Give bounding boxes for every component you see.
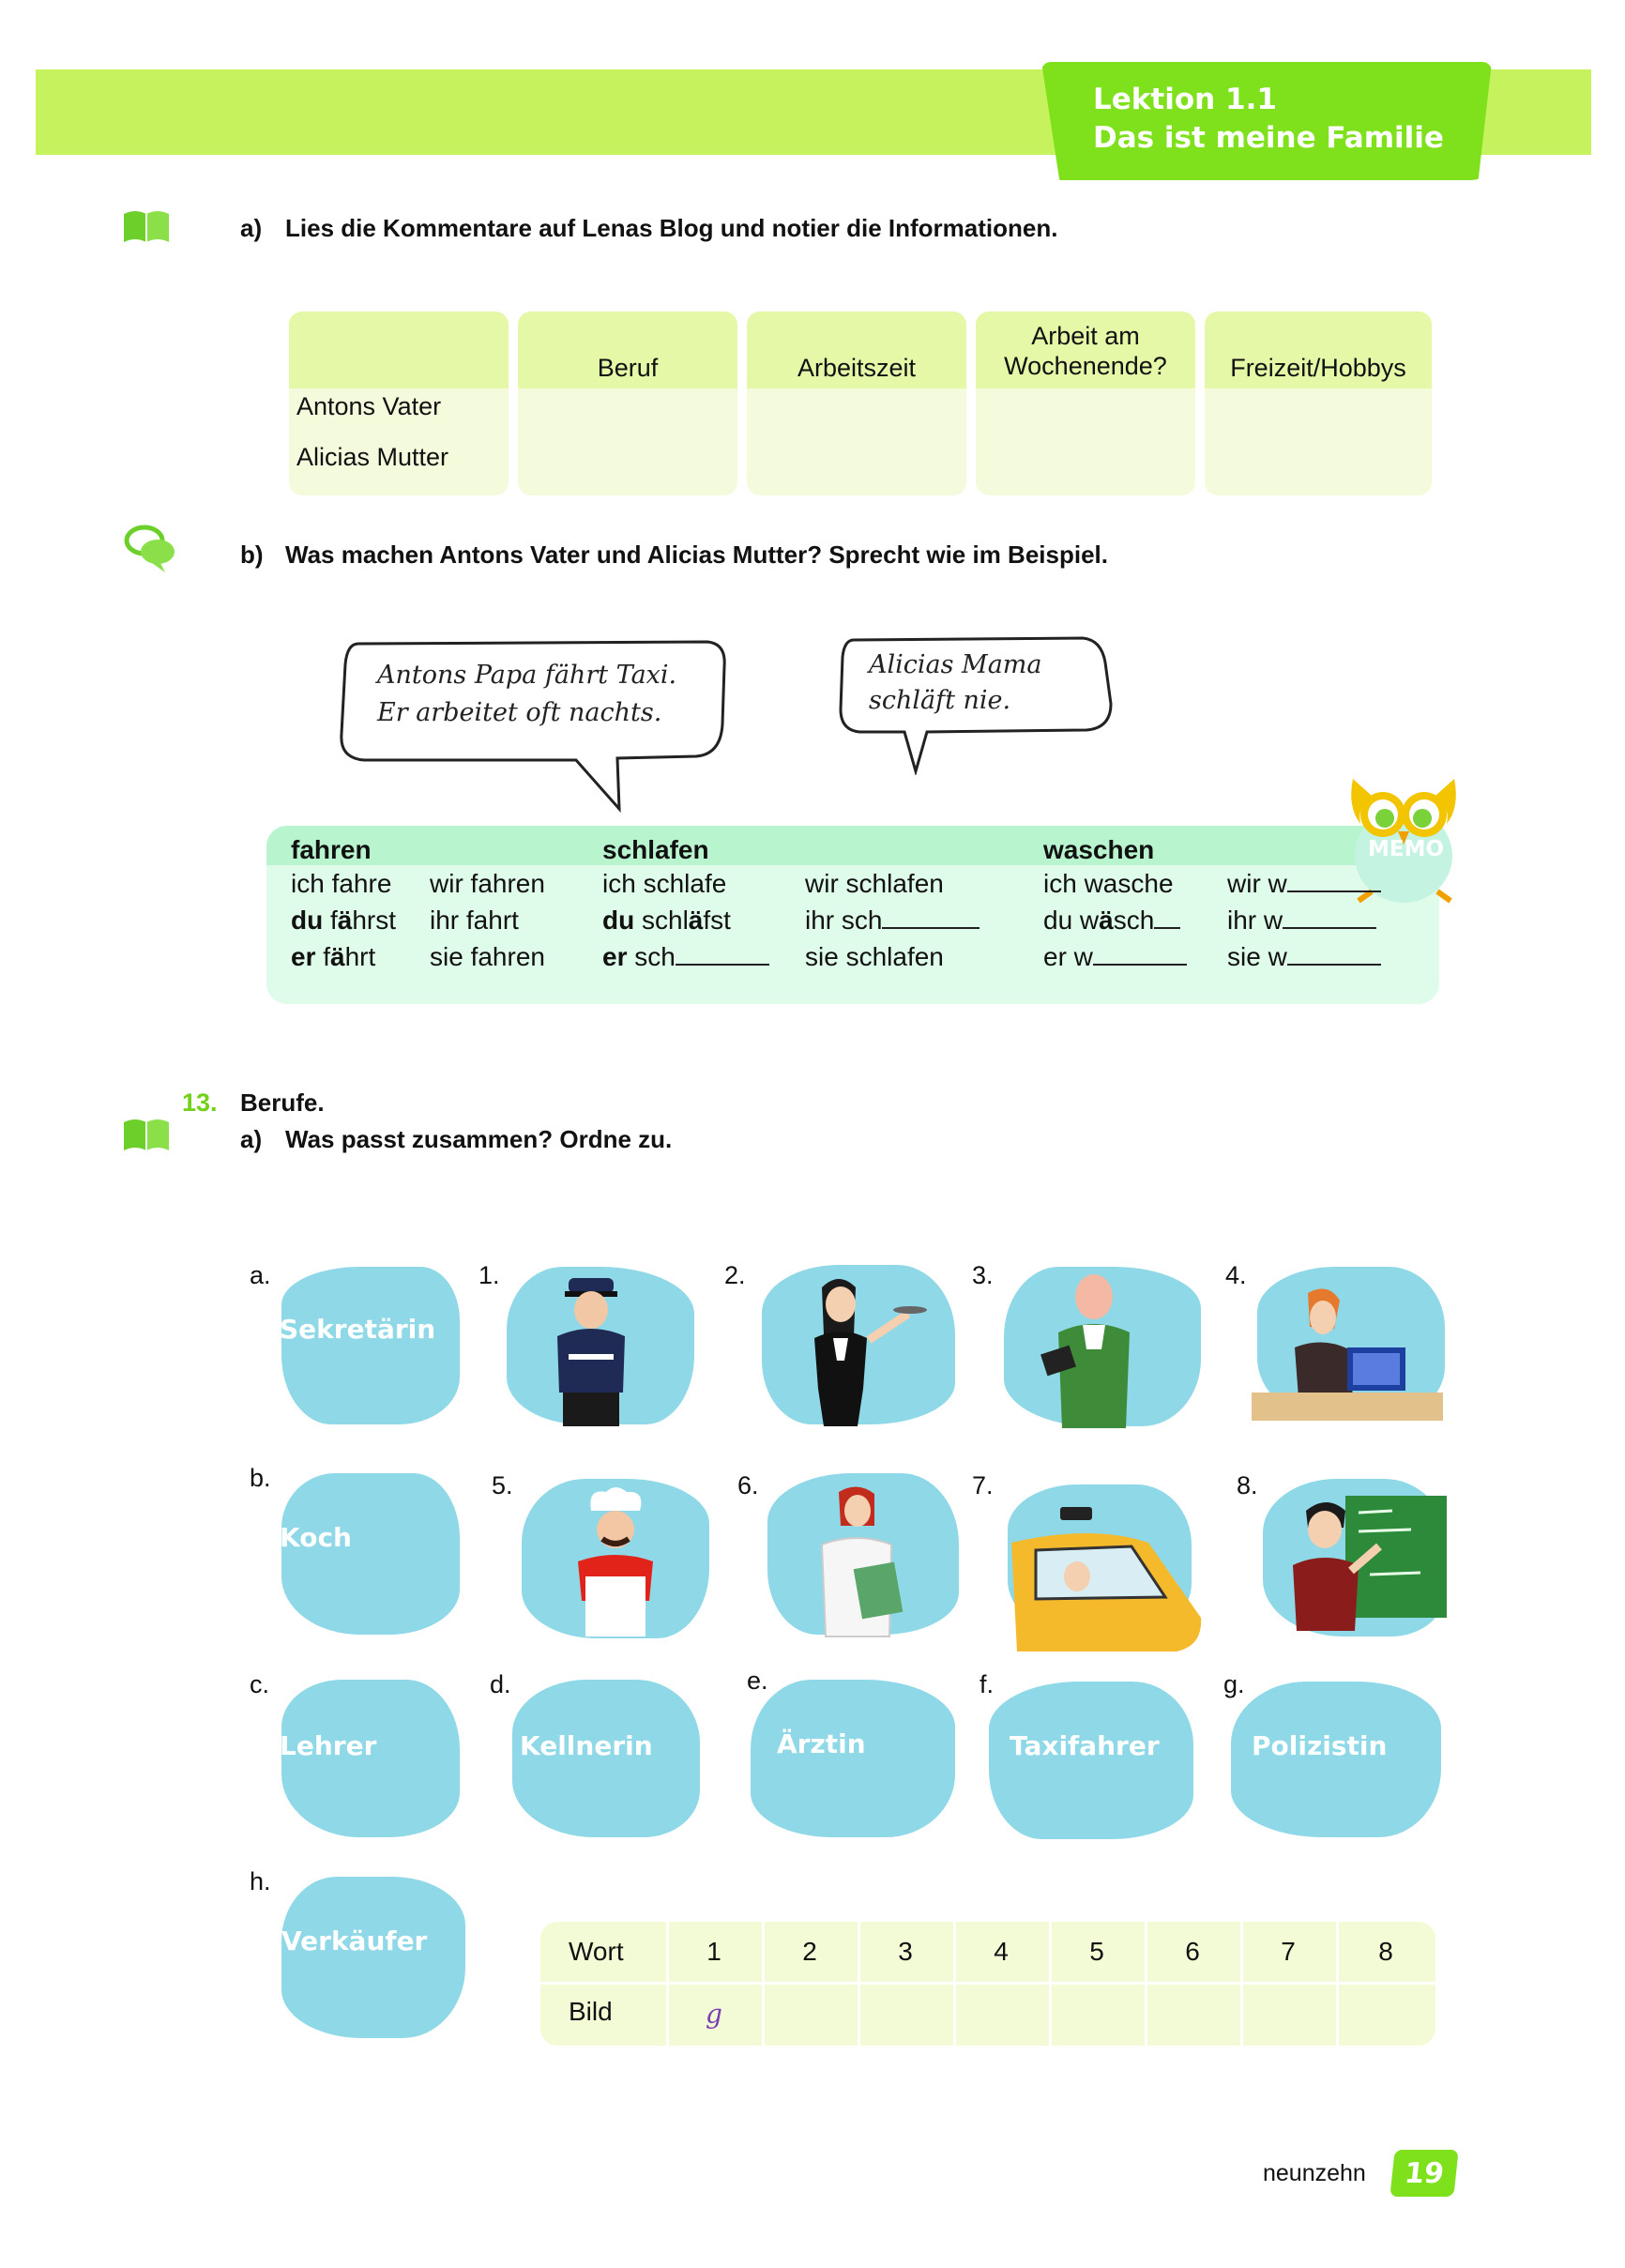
grid-number-2: 2 <box>802 1937 817 1966</box>
schlafen-wir: wir schlafen <box>805 869 944 898</box>
grid-answer-7[interactable] <box>1240 1987 1336 2044</box>
bubble-1-line-1: Antons Papa fährt Taxi. <box>377 661 677 690</box>
picture-number-5: 5. <box>492 1471 513 1499</box>
bubble-2-line-1: Alicias Mama <box>869 650 1042 679</box>
grid-answer-3[interactable] <box>858 1987 953 2044</box>
memo-badge: MEMO <box>1368 837 1445 861</box>
grid-number-7: 7 <box>1281 1937 1296 1966</box>
word-letter-b: b. <box>250 1464 271 1492</box>
word-aerztin: Ärztin <box>777 1728 866 1759</box>
blank-waschen-ihr[interactable] <box>1283 926 1376 929</box>
fahren-er: er fährt <box>291 942 376 971</box>
schlafen-ihr: ihr sch <box>805 906 980 936</box>
verb-fahren-infinitive: fahren <box>291 835 372 864</box>
blank-waschen-wir[interactable] <box>1287 890 1381 892</box>
task-a-label: a) <box>240 214 263 242</box>
bubble-1-line-2: Er arbeitet oft nachts. <box>377 698 662 727</box>
table-col-names <box>289 312 509 495</box>
taxi-icon <box>1008 1505 1205 1657</box>
word-letter-e: e. <box>747 1667 768 1695</box>
section-13-number: 13. <box>182 1088 218 1117</box>
bubble-2-text <box>869 647 1042 719</box>
grid-answer-4[interactable] <box>953 1987 1049 2044</box>
word-koch: Koch <box>280 1522 352 1553</box>
word-lehrer: Lehrer <box>280 1730 377 1761</box>
fahren-wir: wir fahren <box>430 869 545 898</box>
bubble-2-line-2: schläft nie. <box>869 686 1011 715</box>
picture-number-8: 8. <box>1237 1471 1258 1499</box>
waschen-ihr: ihr w <box>1227 906 1376 936</box>
task-a-text: Lies die Kommentare auf Lenas Blog und notier die Informationen. <box>285 214 1058 242</box>
grid-answer-5[interactable] <box>1049 1987 1145 2044</box>
waschen-ich: ich wasche <box>1043 869 1174 898</box>
section-13-instruction <box>240 1125 672 1154</box>
grid-number-4: 4 <box>994 1937 1009 1966</box>
secretary-icon <box>1248 1282 1447 1432</box>
grid-row-divider <box>540 1982 1435 1985</box>
row-label-alicias-mutter: Alicias Mutter <box>296 443 449 471</box>
page-word: neunzehn <box>1263 2160 1366 2186</box>
grid-row-label-bild: Bild <box>569 1997 613 2026</box>
verb-schlafen-infinitive: schlafen <box>602 835 709 864</box>
waitress-icon <box>777 1271 927 1430</box>
lesson-title <box>1093 81 1444 158</box>
waschen-sie: sie w <box>1227 942 1381 972</box>
fahren-ihr: ihr fahrt <box>430 906 519 935</box>
table-col-arbeitszeit[interactable] <box>747 312 966 495</box>
word-verkaeufer: Verkäufer <box>281 1926 428 1956</box>
blank-waschen-sie[interactable] <box>1287 963 1381 966</box>
picture-number-7: 7. <box>972 1471 994 1499</box>
table-col-beruf[interactable] <box>518 312 737 495</box>
blank-schlafen-ihr[interactable] <box>882 926 980 929</box>
memo-header <box>266 826 1439 865</box>
word-letter-d: d. <box>490 1670 511 1698</box>
blank-waschen-er[interactable] <box>1093 963 1187 966</box>
table-head-wochenende: Arbeit am Wochenende? <box>976 312 1195 388</box>
table-head-empty <box>289 312 509 388</box>
page-number: 19 <box>1390 2150 1458 2197</box>
book-icon <box>122 208 171 244</box>
task-b-instruction <box>240 540 1108 570</box>
task-a-instruction <box>240 214 1057 243</box>
grid-answer-1[interactable]: g <box>706 1999 722 2030</box>
speech-icon <box>124 524 178 572</box>
waschen-er: er w <box>1043 942 1187 972</box>
grid-answer-6[interactable] <box>1145 1987 1240 2044</box>
word-taxifahrer: Taxifahrer <box>1010 1730 1160 1761</box>
word-letter-g: g. <box>1223 1670 1245 1698</box>
word-letter-f: f. <box>980 1670 995 1698</box>
picture-number-3: 3. <box>972 1261 994 1289</box>
bubble-1-text <box>377 657 676 732</box>
police-officer-icon <box>544 1271 638 1430</box>
section-13-text: Was passt zusammen? Ordne zu. <box>285 1125 673 1153</box>
task-b-label: b) <box>240 540 264 569</box>
word-card-koch[interactable] <box>281 1473 460 1635</box>
lesson-number: Lektion 1.1 <box>1093 83 1277 116</box>
word-letter-c: c. <box>250 1670 270 1698</box>
teacher-icon <box>1280 1490 1449 1636</box>
section-13-title: Berufe. <box>240 1088 325 1117</box>
fahren-du: du fährst <box>291 906 397 935</box>
grid-number-5: 5 <box>1089 1937 1104 1966</box>
doctor-icon <box>805 1483 918 1640</box>
schlafen-sie: sie schlafen <box>805 942 944 971</box>
grid-number-6: 6 <box>1185 1937 1200 1966</box>
grid-answer-8[interactable] <box>1336 1987 1435 2044</box>
word-sekretaerin: Sekretärin <box>280 1314 436 1345</box>
picture-number-4: 4. <box>1225 1261 1247 1289</box>
word-kellnerin: Kellnerin <box>520 1730 653 1761</box>
table-head-freizeit: Freizeit/Hobbys <box>1205 312 1432 388</box>
schlafen-du: du schläfst <box>602 906 731 935</box>
answer-grid <box>540 1922 1435 2046</box>
waschen-du: du wäsch <box>1043 906 1180 936</box>
grid-number-8: 8 <box>1378 1937 1393 1966</box>
picture-number-1: 1. <box>478 1261 500 1289</box>
table-col-freizeit[interactable] <box>1205 312 1432 495</box>
row-label-antons-vater: Antons Vater <box>296 392 442 420</box>
section-13-label: a) <box>240 1125 263 1153</box>
task-b-text: Was machen Antons Vater und Alicias Mutter? Sprecht wie im Beispiel. <box>285 540 1108 569</box>
waschen-wir: wir w <box>1227 869 1381 899</box>
cook-icon <box>559 1483 672 1638</box>
verb-waschen-infinitive: waschen <box>1043 835 1155 864</box>
word-polizistin: Polizistin <box>1252 1730 1388 1761</box>
grid-number-1: 1 <box>706 1937 721 1966</box>
grid-answer-2[interactable] <box>762 1987 858 2044</box>
info-table <box>289 312 1432 495</box>
word-card-verkaeufer[interactable] <box>281 1877 465 2038</box>
word-letter-h: h. <box>250 1867 271 1895</box>
word-card-sekretaerin[interactable] <box>281 1267 460 1424</box>
table-head-beruf: Beruf <box>518 312 737 388</box>
book-icon-2 <box>122 1117 171 1152</box>
fahren-ich: ich fahre <box>291 869 392 898</box>
blank-schlafen-er[interactable] <box>676 963 769 966</box>
word-letter-a: a. <box>250 1261 271 1289</box>
picture-number-2: 2. <box>724 1261 746 1289</box>
table-head-arbeitszeit: Arbeitszeit <box>747 312 966 388</box>
grid-row-label-wort: Wort <box>569 1937 624 1966</box>
table-col-wochenende[interactable] <box>976 312 1195 495</box>
salesman-icon <box>1030 1269 1152 1438</box>
picture-number-6: 6. <box>737 1471 759 1499</box>
blank-waschen-du[interactable] <box>1154 926 1180 929</box>
schlafen-ich: ich schlafe <box>602 869 727 898</box>
fahren-sie: sie fahren <box>430 942 545 971</box>
grid-number-3: 3 <box>898 1937 913 1966</box>
lesson-name: Das ist meine Familie <box>1093 121 1444 155</box>
schlafen-er: er sch <box>602 942 769 972</box>
